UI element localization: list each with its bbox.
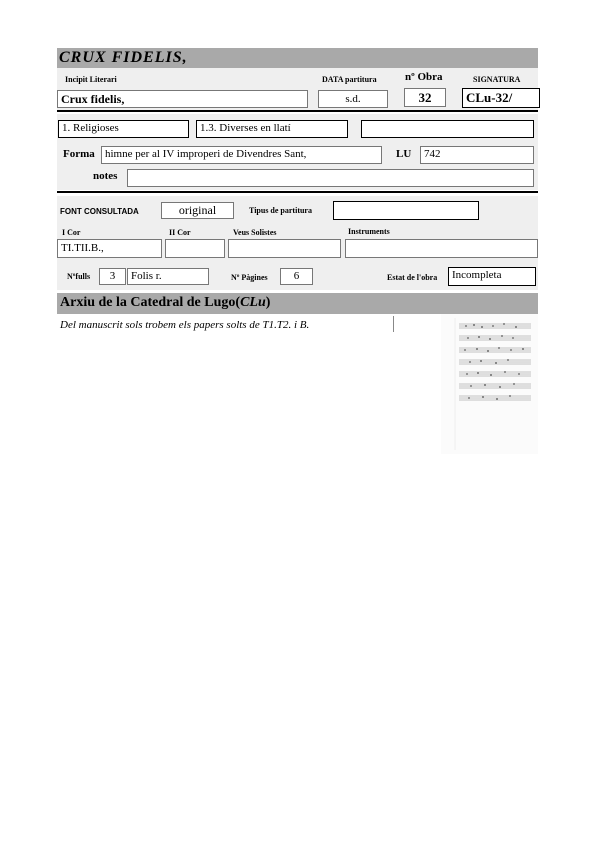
- lu-field[interactable]: 742: [420, 146, 534, 164]
- tipus-field[interactable]: [333, 201, 479, 220]
- npagines-field[interactable]: 6: [280, 268, 313, 285]
- ii-cor-field[interactable]: [165, 239, 225, 258]
- forma-field[interactable]: himne per al IV improperi de Divendres Sant,: [101, 146, 382, 164]
- signatura-field[interactable]: CLu-32/: [462, 88, 540, 108]
- signatura-label: SIGNATURA: [473, 75, 521, 84]
- font-consultada-field[interactable]: original: [161, 202, 234, 219]
- tipus-label: Tipus de partitura: [249, 206, 312, 215]
- data-label: DATA partitura: [322, 75, 377, 84]
- forma-label: Forma: [63, 148, 95, 160]
- manuscript-thumbnail: [441, 314, 538, 454]
- divider: [57, 110, 538, 112]
- archive-note: Del manuscrit sols trobem els papers solts de T1.T2. i B.: [60, 319, 310, 331]
- ii-cor-label: II Cor: [169, 228, 191, 237]
- estat-field[interactable]: Incompleta: [448, 267, 536, 286]
- instruments-field[interactable]: [345, 239, 538, 258]
- veus-solistes-label: Veus Solistes: [233, 228, 277, 237]
- archive-title-text: Arxiu de la Catedral de Lugo(: [60, 295, 241, 310]
- estat-label: Estat de l'obra: [387, 273, 438, 282]
- notes-field[interactable]: [127, 169, 534, 187]
- obra-label: nº Obra: [405, 71, 443, 83]
- data-field[interactable]: s.d.: [318, 90, 388, 108]
- archive-title-close: ): [265, 295, 271, 310]
- i-cor-field[interactable]: TI.TII.B.,: [57, 239, 162, 258]
- divider: [57, 191, 538, 193]
- veus-solistes-field[interactable]: [228, 239, 341, 258]
- folis-field[interactable]: Folis r.: [127, 268, 209, 285]
- npagines-label: Nº Pàgines: [231, 273, 268, 282]
- nfulls-field[interactable]: 3: [99, 268, 126, 285]
- nfulls-label: Nºfulls: [67, 272, 91, 281]
- work-title: CRUX FIDELIS,: [59, 49, 188, 66]
- obra-field[interactable]: 32: [404, 88, 446, 107]
- category-field-1[interactable]: 1. Religioses: [58, 120, 189, 138]
- notes-label: notes: [93, 170, 118, 182]
- incipit-field[interactable]: Crux fidelis,: [57, 90, 308, 108]
- category-field-3[interactable]: [361, 120, 534, 138]
- i-cor-label: I Cor: [62, 228, 81, 237]
- category-field-2[interactable]: 1.3. Diverses en llatí: [196, 120, 348, 138]
- manuscript-score-image: [441, 314, 538, 454]
- incipit-label: Incipit Literari: [65, 75, 117, 84]
- font-consultada-label: FONT CONSULTADA: [60, 207, 139, 216]
- lu-label: LU: [396, 148, 412, 160]
- instruments-label: Instruments: [348, 227, 390, 236]
- archive-title: [60, 295, 270, 311]
- separator-line: [393, 316, 394, 332]
- archive-code: CLu: [240, 295, 266, 310]
